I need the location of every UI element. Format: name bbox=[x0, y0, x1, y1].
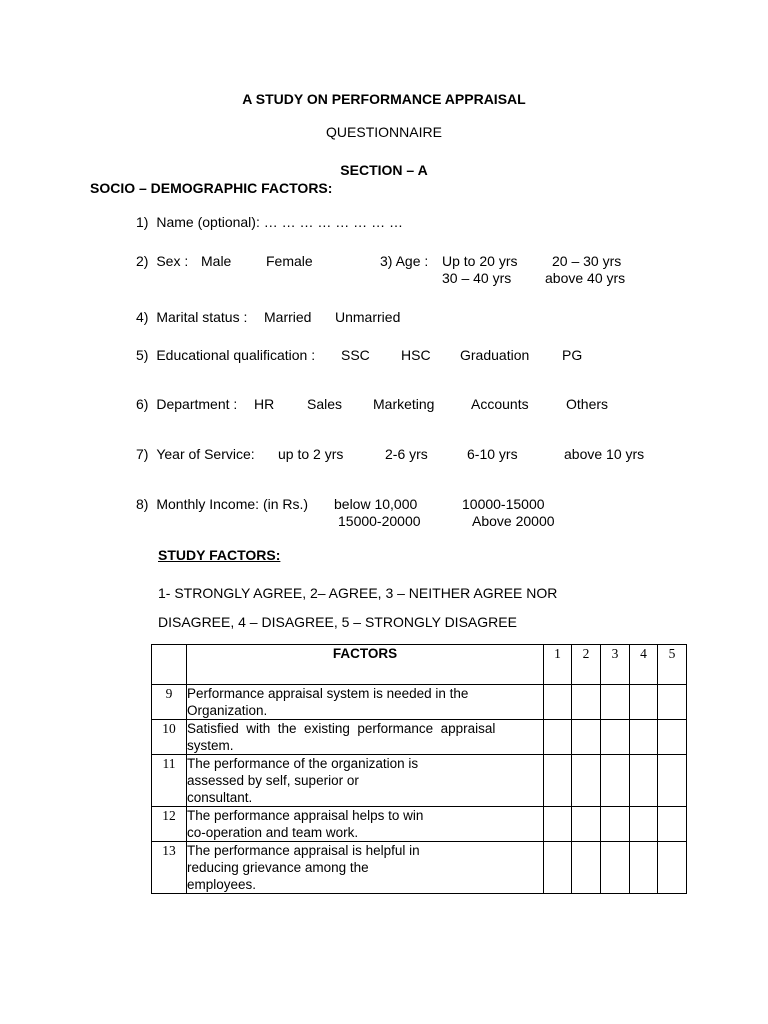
option-female[interactable]: Female bbox=[266, 253, 313, 269]
option-others[interactable]: Others bbox=[566, 396, 609, 412]
rating-cell-2[interactable] bbox=[572, 755, 601, 807]
question-number: 2) bbox=[136, 253, 149, 269]
option-accounts[interactable]: Accounts bbox=[471, 396, 529, 412]
option-15000-20000[interactable]: 15000-20000 bbox=[338, 513, 421, 529]
study-factors-heading: STUDY FACTORS: bbox=[158, 547, 281, 563]
rating-cell-4[interactable] bbox=[630, 842, 658, 894]
rating-cell-1[interactable] bbox=[544, 807, 572, 842]
factor-text: The performance appraisal helps to win co-operation and team work. bbox=[187, 807, 544, 842]
option-graduation[interactable]: Graduation bbox=[460, 347, 530, 363]
factors-table bbox=[151, 644, 687, 894]
rating-cell-3[interactable] bbox=[601, 842, 630, 894]
rating-cell-3[interactable] bbox=[601, 685, 630, 720]
question-label: Year of Service: bbox=[156, 446, 255, 462]
rating-cell-4[interactable] bbox=[630, 755, 658, 807]
rating-cell-1[interactable] bbox=[544, 685, 572, 720]
scale-header-4: 4 bbox=[630, 645, 658, 685]
option-2-6-yrs[interactable]: 2-6 yrs bbox=[385, 446, 428, 462]
option-age-above-40[interactable]: above 40 yrs bbox=[545, 270, 626, 286]
rating-cell-2[interactable] bbox=[572, 720, 601, 755]
rating-cell-1[interactable] bbox=[544, 755, 572, 807]
row-number: 12 bbox=[152, 807, 187, 842]
name-field[interactable]: … … … … … … … … bbox=[263, 214, 403, 230]
option-10000-15000[interactable]: 10000-15000 bbox=[462, 496, 545, 512]
rating-cell-4[interactable] bbox=[630, 720, 658, 755]
scale-header-2: 2 bbox=[572, 645, 601, 685]
option-marketing[interactable]: Marketing bbox=[373, 396, 435, 412]
factor-text: The performance of the organization is assessed by self, superior or consultant. bbox=[187, 755, 544, 807]
rating-cell-5[interactable] bbox=[658, 685, 687, 720]
table-row bbox=[152, 755, 687, 807]
rating-cell-5[interactable] bbox=[658, 842, 687, 894]
document-subtitle: QUESTIONNAIRE bbox=[326, 124, 442, 140]
table-row bbox=[152, 720, 687, 755]
factor-text: Satisfied with the existing performance appraisal system. bbox=[187, 720, 544, 755]
question-year-of-service bbox=[136, 447, 255, 461]
question-number: 4) bbox=[136, 309, 149, 325]
row-number: 11 bbox=[152, 755, 187, 807]
factor-text: The performance appraisal is helpful in reducing grievance among the employees. bbox=[187, 842, 544, 894]
option-pg[interactable]: PG bbox=[562, 347, 583, 363]
question-number: 6) bbox=[136, 396, 149, 412]
rating-cell-3[interactable] bbox=[601, 755, 630, 807]
option-married[interactable]: Married bbox=[264, 309, 312, 325]
question-label: Sex : bbox=[156, 253, 189, 269]
question-number: 5) bbox=[136, 347, 149, 363]
question-label: Marital status : bbox=[156, 309, 248, 325]
row-number: 13 bbox=[152, 842, 187, 894]
option-age-up-to-20[interactable]: Up to 20 yrs bbox=[442, 253, 518, 269]
section-heading: SOCIO – DEMOGRAPHIC FACTORS: bbox=[90, 180, 333, 196]
question-label: Educational qualification : bbox=[156, 347, 316, 363]
question-label: Monthly Income: (in Rs.) bbox=[156, 496, 309, 512]
table-row bbox=[152, 685, 687, 720]
question-department bbox=[136, 397, 237, 411]
question-number: 1) bbox=[136, 214, 149, 230]
header-number-cell bbox=[152, 645, 187, 685]
scale-legend-line-1: 1- STRONGLY AGREE, 2– AGREE, 3 – NEITHER AGREE NOR bbox=[158, 585, 558, 601]
option-above-20000[interactable]: Above 20000 bbox=[472, 513, 555, 529]
question-label: Name (optional): bbox=[156, 214, 260, 230]
table-row bbox=[152, 842, 687, 894]
scale-header-3: 3 bbox=[601, 645, 630, 685]
table-header-row bbox=[152, 645, 687, 685]
scale-header-5: 5 bbox=[658, 645, 687, 685]
option-below-10000[interactable]: below 10,000 bbox=[334, 496, 418, 512]
rating-cell-5[interactable] bbox=[658, 720, 687, 755]
document-title: A STUDY ON PERFORMANCE APPRAISAL bbox=[242, 91, 526, 107]
question-label: Department : bbox=[156, 396, 238, 412]
question-education bbox=[136, 348, 315, 362]
scale-legend-line-2: DISAGREE, 4 – DISAGREE, 5 – STRONGLY DISAGREE bbox=[158, 614, 517, 630]
question-name bbox=[136, 215, 403, 229]
option-age-30-40[interactable]: 30 – 40 yrs bbox=[442, 270, 512, 286]
option-up-to-2-yrs[interactable]: up to 2 yrs bbox=[278, 446, 344, 462]
question-number: 7) bbox=[136, 446, 149, 462]
rating-cell-1[interactable] bbox=[544, 720, 572, 755]
rating-cell-2[interactable] bbox=[572, 685, 601, 720]
question-sex bbox=[136, 254, 188, 268]
scale-header-1: 1 bbox=[544, 645, 572, 685]
rating-cell-4[interactable] bbox=[630, 685, 658, 720]
rating-cell-1[interactable] bbox=[544, 842, 572, 894]
option-ssc[interactable]: SSC bbox=[341, 347, 370, 363]
question-monthly-income bbox=[136, 497, 308, 511]
option-male[interactable]: Male bbox=[201, 253, 232, 269]
rating-cell-2[interactable] bbox=[572, 807, 601, 842]
option-age-20-30[interactable]: 20 – 30 yrs bbox=[552, 253, 622, 269]
option-hsc[interactable]: HSC bbox=[401, 347, 431, 363]
option-sales[interactable]: Sales bbox=[307, 396, 343, 412]
rating-cell-5[interactable] bbox=[658, 755, 687, 807]
rating-cell-2[interactable] bbox=[572, 842, 601, 894]
option-above-10-yrs[interactable]: above 10 yrs bbox=[564, 446, 645, 462]
option-6-10-yrs[interactable]: 6-10 yrs bbox=[467, 446, 518, 462]
row-number: 9 bbox=[152, 685, 187, 720]
factor-text: Performance appraisal system is needed in the Organization. bbox=[187, 685, 544, 720]
rating-cell-3[interactable] bbox=[601, 720, 630, 755]
rating-cell-3[interactable] bbox=[601, 807, 630, 842]
question-marital-status bbox=[136, 310, 247, 324]
table-row bbox=[152, 807, 687, 842]
option-unmarried[interactable]: Unmarried bbox=[335, 309, 401, 325]
question-number: 8) bbox=[136, 496, 149, 512]
option-hr[interactable]: HR bbox=[254, 396, 275, 412]
question-age-label: 3) Age : bbox=[380, 253, 429, 269]
row-number: 10 bbox=[152, 720, 187, 755]
factors-header: FACTORS bbox=[187, 645, 544, 685]
section-label: SECTION – A bbox=[340, 162, 428, 178]
rating-cell-4[interactable] bbox=[630, 807, 658, 842]
rating-cell-5[interactable] bbox=[658, 807, 687, 842]
